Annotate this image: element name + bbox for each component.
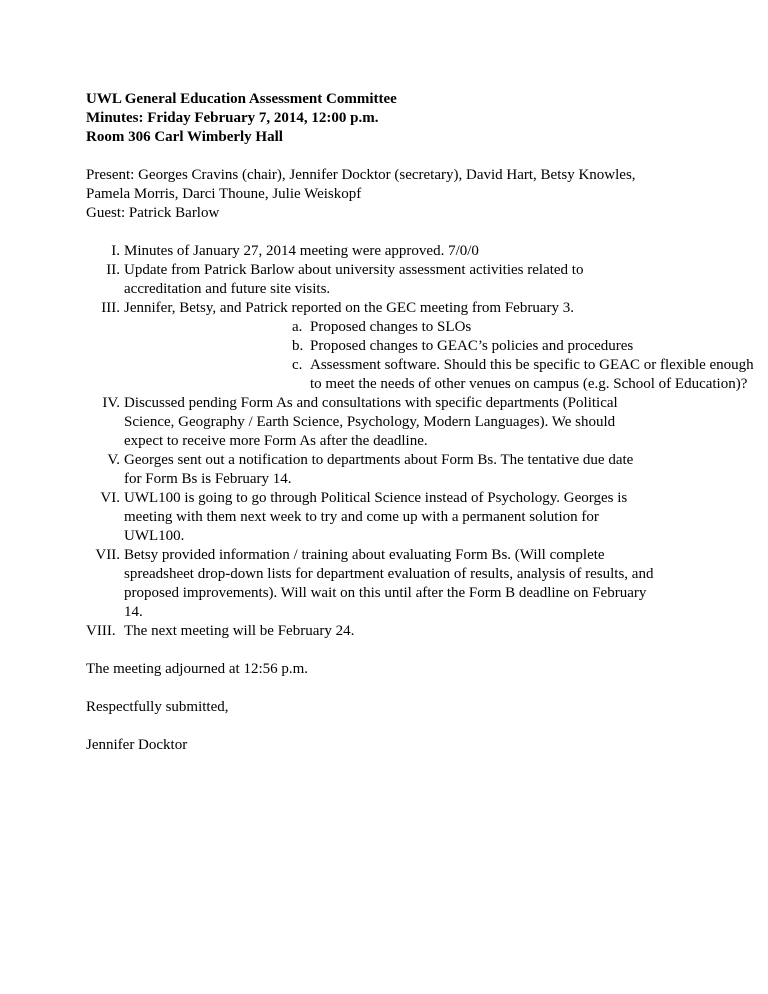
agenda-item-number: VI. [100, 490, 120, 506]
agenda-item-text: UWL100. [124, 528, 185, 544]
agenda-item-text: for Form Bs is February 14. [124, 471, 292, 487]
agenda-item-number: I. [111, 243, 120, 259]
agenda-sub-item-letter: b. [292, 338, 304, 354]
agenda-item-text: expect to receive more Form As after the deadline. [124, 433, 428, 449]
respectfully-submitted: Respectfully submitted, [86, 699, 229, 715]
agenda-item-text: Discussed pending Form As and consultations with specific departments (Political [124, 395, 618, 411]
agenda-item [86, 394, 686, 451]
agenda-sub-item-text: Assessment software. Should this be specific to GEAC or flexible enough [310, 357, 754, 373]
secretary-signature: Jennifer Docktor [86, 737, 188, 753]
agenda-item-text: Update from Patrick Barlow about university assessment activities related to [124, 262, 584, 278]
agenda-item-text: proposed improvements). Will wait on this until after the Form B deadline on February [124, 585, 647, 601]
agenda-item-text: Minutes of January 27, 2014 meeting were approved. 7/0/0 [124, 243, 479, 259]
agenda-item-text: accreditation and future site visits. [124, 281, 331, 297]
agenda-sub-item-letter: c. [292, 357, 303, 373]
agenda-item-number: III. [101, 300, 120, 316]
agenda-item-text: Jennifer, Betsy, and Patrick reported on the GEC meeting from February 3. [124, 300, 574, 316]
agenda-item [86, 242, 686, 261]
attendance [86, 166, 686, 223]
guest-line: Guest: Patrick Barlow [86, 205, 220, 221]
present-list-line-2: Pamela Morris, Darci Thoune, Julie Weiskopf [86, 186, 362, 202]
agenda-sub-item-text: to meet the needs of other venues on campus (e.g. School of Education)? [310, 376, 748, 392]
committee-title: UWL General Education Assessment Committee [86, 91, 397, 107]
agenda-item-number: II. [106, 262, 120, 278]
agenda-sub-item [124, 337, 686, 356]
minutes-document [86, 90, 754, 755]
agenda-sub-item-letter: a. [292, 319, 303, 335]
agenda-item-text: meeting with them next week to try and come up with a permanent solution for [124, 509, 599, 525]
agenda-item-number: VIII. [86, 623, 116, 639]
agenda-sub-item [124, 356, 754, 394]
agenda-item [86, 451, 686, 489]
agenda-item-text: Georges sent out a notification to departments about Form Bs. The tentative due date [124, 452, 634, 468]
agenda-items [86, 242, 754, 641]
agenda-item-text: spreadsheet drop-down lists for department evaluation of results, analysis of results, and [124, 566, 654, 582]
adjourned-line: The meeting adjourned at 12:56 p.m. [86, 661, 309, 677]
agenda-item [86, 546, 686, 622]
agenda-item [86, 299, 754, 394]
document-header [86, 90, 686, 147]
agenda-item-text: Science, Geography / Earth Science, Psychology, Modern Languages). We should [124, 414, 616, 430]
present-list-line-1: Present: Georges Cravins (chair), Jennifer Docktor (secretary), David Hart, Betsy Knowles, [86, 167, 636, 183]
agenda-sub-item-text: Proposed changes to SLOs [310, 319, 472, 335]
agenda-item-text: 14. [124, 604, 143, 620]
agenda-sub-item [124, 318, 686, 337]
agenda-item-text: Betsy provided information / training about evaluating Form Bs. (Will complete [124, 547, 605, 563]
agenda-item [86, 622, 686, 641]
meeting-date: Minutes: Friday February 7, 2014, 12:00 p.m. [86, 110, 379, 126]
meeting-room: Room 306 Carl Wimberly Hall [86, 129, 283, 145]
agenda-item-text: UWL100 is going to go through Political Science instead of Psychology. Georges is [124, 490, 628, 506]
agenda-sub-item-text: Proposed changes to GEAC’s policies and procedures [310, 338, 634, 354]
agenda-sub-items [124, 318, 754, 394]
agenda-item [86, 489, 686, 546]
agenda-item-text: The next meeting will be February 24. [124, 623, 355, 639]
agenda-item-number: IV. [102, 395, 120, 411]
agenda-item-number: V. [107, 452, 120, 468]
agenda-item-number: VII. [95, 547, 120, 563]
agenda-item [86, 261, 686, 299]
